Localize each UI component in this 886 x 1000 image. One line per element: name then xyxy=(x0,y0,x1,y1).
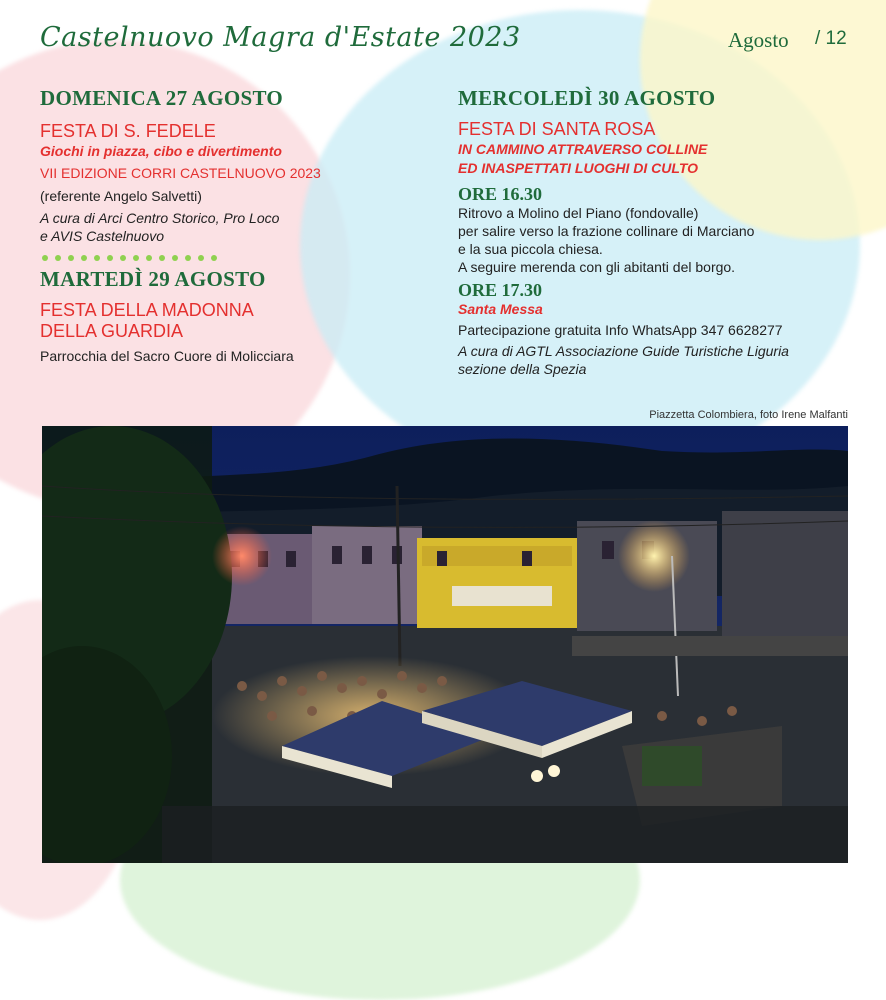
right-column xyxy=(458,86,858,378)
night-square-illustration xyxy=(42,426,848,863)
curated-agtl-line1: A cura di AGTL Associazione Guide Turistiche Liguria xyxy=(458,343,789,359)
photo-credit: Piazzetta Colombiera, foto Irene Malfanti xyxy=(649,409,848,421)
time1-line-3: e la sua piccola chiesa. xyxy=(458,241,603,257)
left-column xyxy=(40,86,380,365)
event-title-santa-rosa: FESTA DI SANTA ROSA xyxy=(458,119,656,139)
event-title-san-fedele: FESTA DI S. FEDELE xyxy=(40,121,216,141)
header-title: Castelnuovo Magra d'Estate 2023 xyxy=(40,22,521,53)
dot-divider xyxy=(42,255,380,261)
event-edition: VII EDIZIONE CORRI CASTELNUOVO 2023 xyxy=(40,165,321,181)
time-1730: ORE 17.30 xyxy=(458,280,543,300)
event-location-parish: Parrocchia del Sacro Cuore di Molicciara xyxy=(40,348,294,364)
day-heading-sunday: DOMENICA 27 AGOSTO xyxy=(40,86,284,110)
page-number: / 12 xyxy=(815,28,847,49)
time1-line-1: Ritrovo a Molino del Piano (fondovalle) xyxy=(458,205,699,221)
event-title-madonna-line1: FESTA DELLA MADONNA xyxy=(40,300,254,320)
event-referent: (referente Angelo Salvetti) xyxy=(40,188,202,204)
time1-line-2: per salire verso la frazione collinare di Marciano xyxy=(458,223,755,239)
event-subtitle-san-fedele: Giochi in piazza, cibo e divertimento xyxy=(40,143,282,159)
event-subtitle-line2: ED INASPETTATI LUOGHI DI CULTO xyxy=(458,160,699,176)
event-photo xyxy=(42,426,848,863)
event-curated-line2: e AVIS Castelnuovo xyxy=(40,228,165,244)
day-heading-tuesday: MARTEDÌ 29 AGOSTO xyxy=(40,267,266,291)
event-title-madonna-line2: DELLA GUARDIA xyxy=(40,321,184,341)
event-subtitle-line1: IN CAMMINO ATTRAVERSO COLLINE xyxy=(458,141,708,157)
header-month: Agosto xyxy=(728,28,789,52)
mass-label: Santa Messa xyxy=(458,301,543,317)
time-1630: ORE 16.30 xyxy=(458,184,543,204)
time1-line-4: A seguire merenda con gli abitanti del borgo. xyxy=(458,259,736,275)
curated-agtl-line2: sezione della Spezia xyxy=(458,361,587,377)
day-heading-wednesday: MERCOLEDÌ 30 AGOSTO xyxy=(458,86,716,110)
event-curated-line1: A cura di Arci Centro Storico, Pro Loco xyxy=(40,210,280,226)
info-whatsapp: Partecipazione gratuita Info WhatsApp 347 6628277 xyxy=(458,322,783,338)
